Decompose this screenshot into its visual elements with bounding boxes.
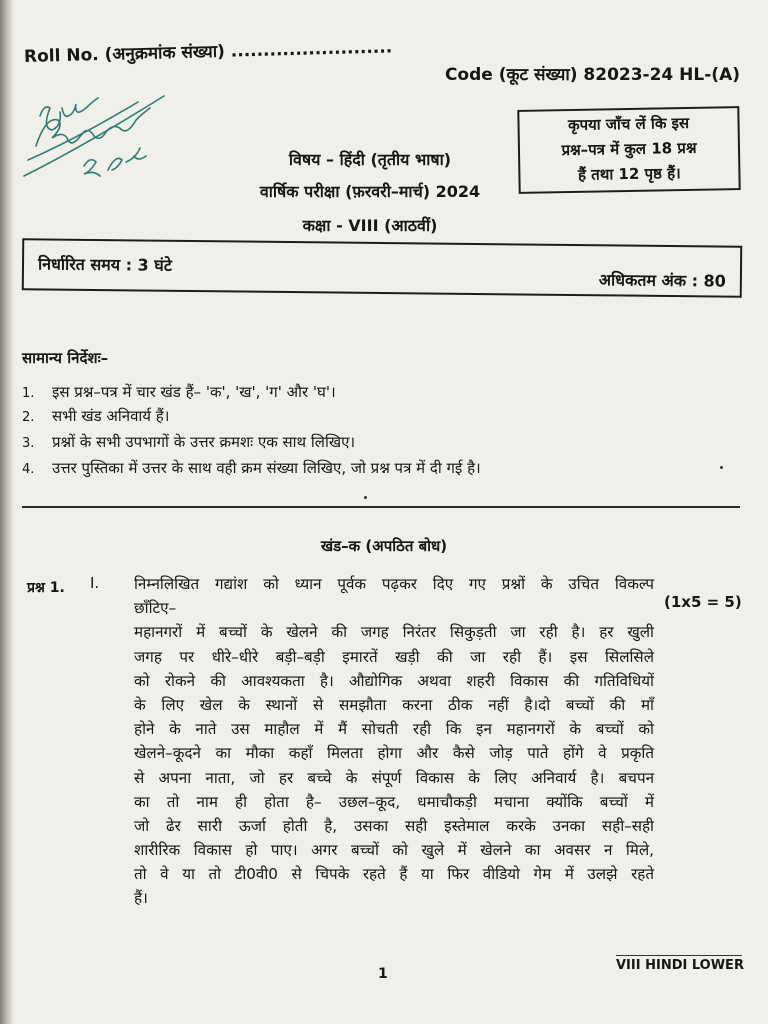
instruction-text: प्रश्नों के सभी उपभागों के उत्तर क्रमशः एक साथ लिखिए।	[52, 433, 356, 451]
instruction-item	[22, 406, 169, 426]
page-count-notice	[517, 106, 740, 194]
footer-paper-code: VIII HINDI LOWER	[616, 958, 744, 973]
scan-speck	[364, 496, 367, 499]
passage-line: तो वे या तो टी0वी0 से चिपके रहते हैं या फिर वीडियो गेम में उलझे रहते	[134, 865, 654, 884]
passage-line: जगह पर धीरे–धीरे बड़ी–बड़ी इमारतें खड़ी की जा रही हैं। इस सिलसिले	[134, 647, 654, 666]
passage-line: शारीरिक विकास हो पाए। अगर बच्चों को खुले में खेलने का अवसर न मिले,	[134, 841, 654, 860]
instruction-item	[22, 382, 336, 402]
instruction-item	[22, 458, 481, 478]
section-divider	[22, 506, 740, 508]
instructions-heading: सामान्य निर्देशः–	[22, 349, 109, 367]
instruction-text: इस प्रश्न–पत्र में चार खंड हैं– 'क', 'ख', 'ग' और 'घ'।	[52, 383, 336, 401]
question-part-number: I.	[90, 574, 100, 592]
instruction-text: सभी खंड अनिवार्य हैं।	[52, 407, 170, 425]
passage-line: खेलने–कूदने का मौका कहाँ मिलता होगा और कैसे जोड़ पाते होंगे वे प्रकृति	[134, 744, 654, 763]
instruction-number: 2.	[22, 410, 35, 425]
exam-title: वार्षिक परीक्षा (फ़रवरी–मार्च) 2024	[259, 182, 481, 201]
passage-line: हैं।	[134, 889, 148, 908]
passage-line: महानगरों में बच्चों के खेलने की जगह निरंतर सिकुड़ती जा रही है। हर खुली	[134, 623, 654, 642]
page-edge-shadow	[0, 0, 14, 1024]
maximum-marks: अधिकतम अंक : 80	[598, 270, 726, 291]
passage-line: छाँटिए–	[134, 599, 177, 618]
notice-line: कृपया जाँच लें कि इस	[567, 113, 690, 135]
notice-line: हैं तथा 12 पृष्ठ हैं।	[577, 164, 681, 184]
section-title: खंड–क (अपठित बोध)	[320, 537, 448, 555]
footer-rule	[616, 955, 742, 956]
time-marks-box	[22, 238, 743, 298]
instruction-text: उत्तर पुस्तिका में उत्तर के साथ वही क्रम संख्या लिखिए, जो प्रश्न पत्र में दी गई है।	[52, 459, 481, 477]
time-allowed: निर्धारित समय : 3 घंटे	[37, 254, 172, 275]
handwritten-signature	[18, 78, 188, 188]
passage-line: का तो नाम ही होता है– उछल–कूद, धमाचौकड़ी मचाना क्योंकि बच्चों में	[134, 792, 654, 811]
passage-line: के लिए खेल के स्थानों से समझौता करना ठीक नहीं है।दो बच्चों की माँ	[134, 695, 654, 714]
passage	[134, 572, 654, 911]
question-number: प्रश्न 1.	[27, 580, 65, 596]
instruction-number: 4.	[22, 462, 35, 477]
instruction-item	[22, 432, 355, 452]
roll-number-field: Roll No. (अनुक्रमांक संख्या) .........................	[23, 37, 393, 67]
paper-code: Code (कूट संख्या) 82023-24 HL-(A)	[444, 65, 740, 85]
passage-line: होने के नाते उस माहौल में मैं सोचती रही कि इन महानगरों के बच्चों को	[134, 720, 654, 739]
scan-speck	[720, 466, 723, 469]
instruction-number: 1.	[22, 386, 35, 401]
passage-line: निम्नलिखित गद्यांश को ध्यान पूर्वक पढ़कर दिए गए प्रश्नों के उचित विकल्प	[134, 575, 654, 593]
passage-line: जो ढेर सारी ऊर्जा होती है, उसका सही इस्तेमाल करके उनका सही–सही	[134, 816, 654, 835]
notice-line: प्रश्न–पत्र में कुल 18 प्रश्न	[561, 138, 697, 160]
page-number: 1	[378, 966, 388, 982]
instruction-number: 3.	[22, 436, 35, 451]
subject-title: विषय – हिंदी (तृतीय भाषा)	[288, 150, 452, 169]
class-title: कक्षा - VIII (आठवीं)	[302, 216, 438, 235]
question-marks: (1x5 = 5)	[664, 593, 742, 611]
passage-line: से अपना नाता, जो हर बच्चे के संपूर्ण विकास के लिए अनिवार्य है। बचपन	[134, 768, 654, 787]
passage-line: को रोकने की आवश्यकता है। औद्योगिक अथवा शहरी विकास की गतिविधियों	[134, 671, 654, 690]
